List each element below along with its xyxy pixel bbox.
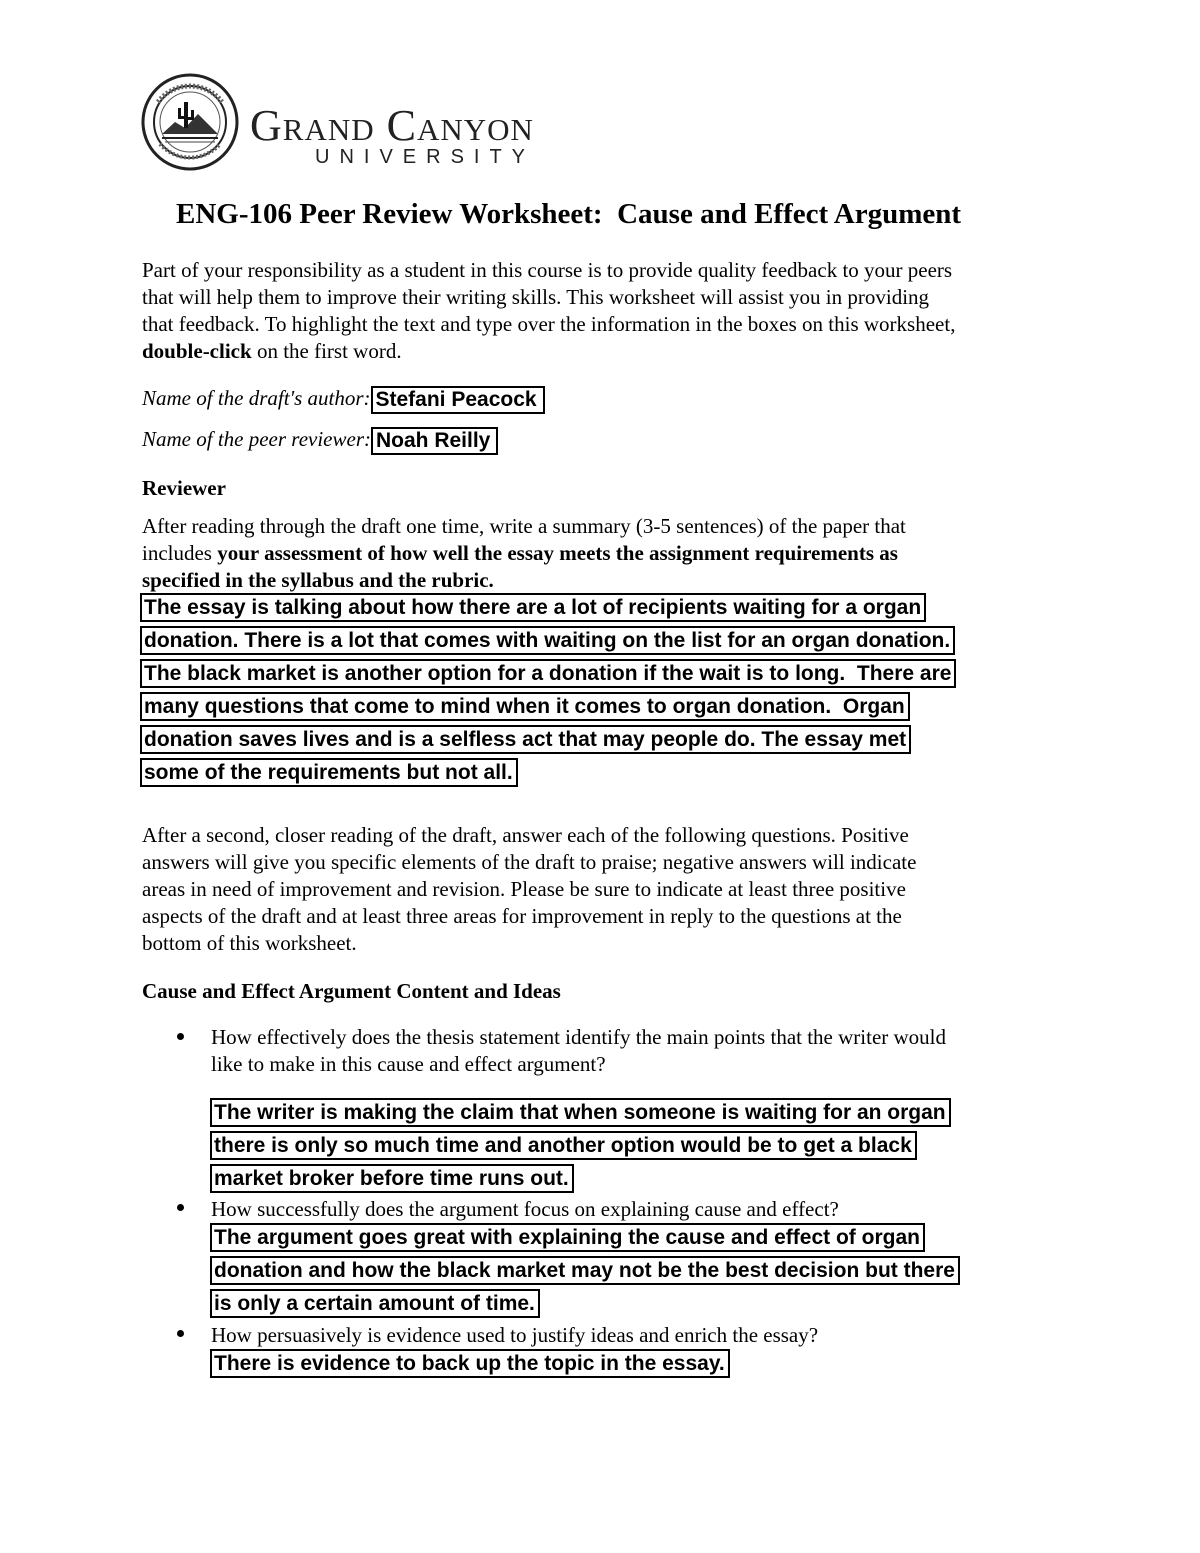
answer-line: donation saves lives and is a selfless act that may people do. The essay met (140, 725, 956, 758)
question-line: How persuasively is evidence used to justify ideas and enrich the essay? (211, 1323, 819, 1347)
instructions-paragraph (142, 822, 1072, 957)
answer-line: many questions that come to mind when it comes to organ donation. Organ (140, 692, 956, 725)
summary-prompt (142, 513, 1072, 594)
instruction-line: answers will give you specific elements of the draft to praise; negative answers will indicate (142, 850, 917, 874)
university-logo (140, 72, 600, 172)
instruction-line: bottom of this worksheet. (142, 931, 357, 955)
bullet-icon (177, 1204, 184, 1211)
reviewer-row (142, 426, 498, 455)
intro-emphasis: double-click (142, 339, 252, 363)
author-row (142, 385, 545, 414)
page-title: ENG-106 Peer Review Worksheet: Cause and Effect Argument (176, 198, 962, 230)
bullet-icon (177, 1033, 184, 1040)
instruction-line: areas in need of improvement and revision. Please be sure to indicate at least three positive (142, 877, 906, 901)
reviewer-heading: Reviewer (142, 476, 226, 500)
reviewer-label: Name of the peer reviewer: (142, 427, 371, 451)
question-text (211, 1322, 1071, 1349)
instruction-line: After a second, closer reading of the draft, answer each of the following questions. Positive (142, 823, 909, 847)
question-line: How effectively does the thesis statement identify the main points that the writer would (211, 1025, 947, 1049)
reviewer-field[interactable]: Noah Reilly (371, 427, 498, 455)
university-seal-icon (140, 72, 240, 172)
question-text (211, 1196, 1071, 1223)
author-label: Name of the draft's author: (142, 386, 371, 410)
answer-line: The essay is talking about how there are a lot of recipients waiting for a organ (140, 593, 956, 626)
answer-line: The argument goes great with explaining the cause and effect of organ (210, 1223, 960, 1256)
university-subtitle: UNIVERSITY (315, 146, 536, 168)
intro-line (142, 338, 1072, 365)
prompt-line (142, 567, 1072, 594)
prompt-emphasis: specified in the syllabus and the rubric. (142, 568, 494, 592)
answer-line: There is evidence to back up the topic in the essay. (210, 1349, 730, 1382)
instruction-line: aspects of the draft and at least three areas for improvement in reply to the questions at the (142, 904, 902, 928)
answer-line: The writer is making the claim that when someone is waiting for an organ (210, 1098, 951, 1131)
university-name: Grand Canyon (250, 101, 534, 150)
answer-line: donation and how the black market may not be the best decision but there (210, 1256, 960, 1289)
answer-line: The black market is another option for a donation if the wait is to long. There are (140, 659, 956, 692)
section-heading: Cause and Effect Argument Content and Ideas (142, 979, 561, 1003)
intro-line: that feedback. To highlight the text and type over the information in the boxes on this worksheet, (142, 312, 956, 336)
summary-answer-field[interactable] (140, 593, 956, 791)
question-answer-field[interactable] (210, 1098, 951, 1197)
answer-line: some of the requirements but not all. (140, 758, 956, 791)
question-answer-field[interactable] (210, 1349, 730, 1382)
answer-line: is only a certain amount of time. (210, 1289, 960, 1322)
question-text (211, 1024, 1071, 1078)
answer-line: market broker before time runs out. (210, 1164, 951, 1197)
question-line: How successfully does the argument focus on explaining cause and effect? (211, 1197, 839, 1221)
prompt-line: After reading through the draft one time, write a summary (3-5 sentences) of the paper that (142, 514, 906, 538)
question-line: like to make in this cause and effect argument? (211, 1052, 606, 1076)
intro-paragraph (142, 257, 1072, 365)
bullet-icon (177, 1330, 184, 1337)
intro-text: on the first word. (251, 339, 402, 363)
prompt-emphasis: your assessment of how well the essay meets the assignment requirements as (217, 541, 898, 565)
author-field[interactable]: Stefani Peacock (371, 386, 545, 414)
prompt-line (142, 540, 1072, 567)
prompt-text: includes (142, 541, 218, 565)
answer-line: there is only so much time and another option would be to get a black (210, 1131, 951, 1164)
question-answer-field[interactable] (210, 1223, 960, 1322)
intro-line: that will help them to improve their writing skills. This worksheet will assist you in providing (142, 285, 930, 309)
intro-line: Part of your responsibility as a student in this course is to provide quality feedback to your peers (142, 258, 953, 282)
answer-line: donation. There is a lot that comes with waiting on the list for an organ donation. (140, 626, 956, 659)
